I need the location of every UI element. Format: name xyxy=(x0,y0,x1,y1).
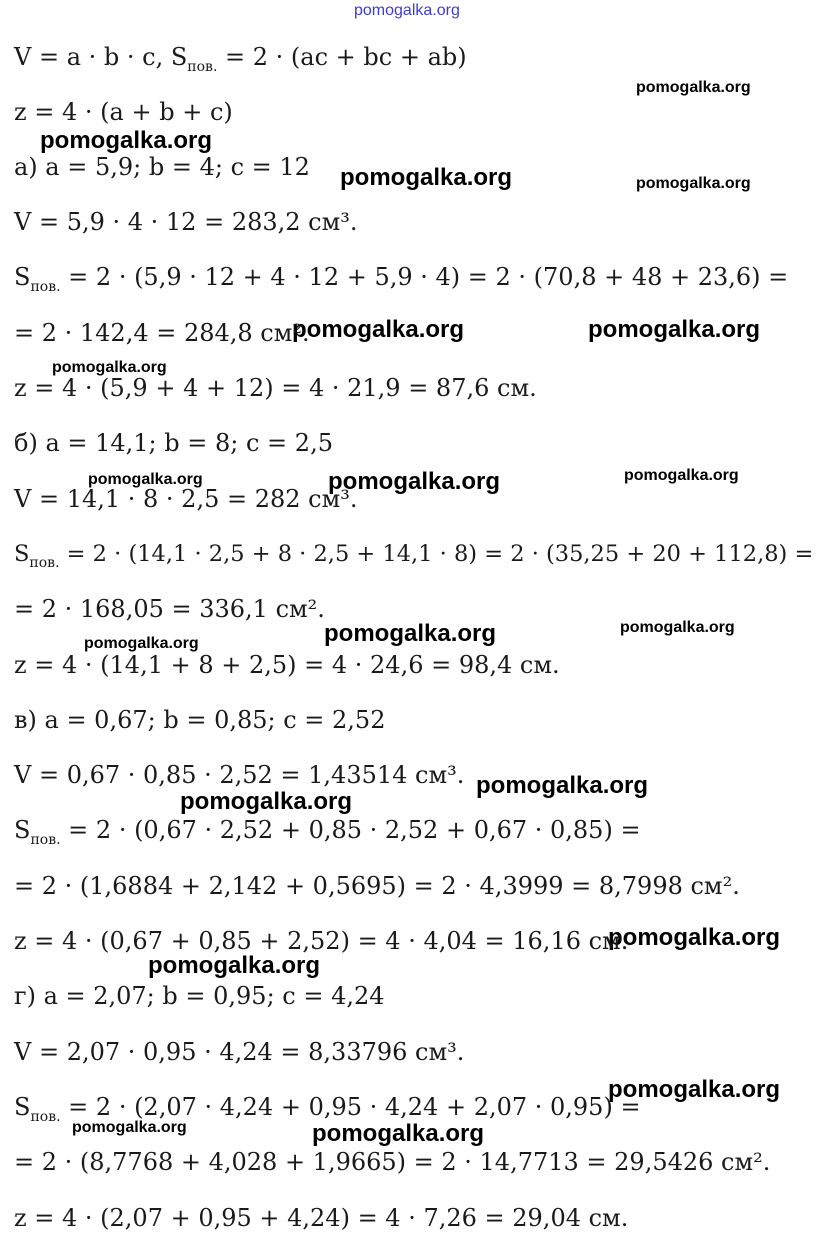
part-d-volume: V = 2,07 · 0,95 · 4,24 = 8,33796 см³. xyxy=(14,1038,465,1066)
formula-surface: = 2 · (ac + bc + ab) xyxy=(217,43,467,71)
surface-subscript: пов. xyxy=(187,59,218,75)
part-d-given: г) a = 2,07; b = 0,95; c = 4,24 xyxy=(14,982,385,1010)
watermark: pomogalka.org xyxy=(476,772,649,799)
watermark: pomogalka.org xyxy=(88,471,203,488)
watermark: pomogalka.org xyxy=(340,164,513,191)
surface-label: S xyxy=(14,816,31,844)
watermark: pomogalka.org xyxy=(608,924,781,951)
watermark: pomogalka.org xyxy=(636,175,751,192)
watermark: pomogalka.org xyxy=(608,1076,781,1103)
part-b-given: б) a = 14,1; b = 8; c = 2,5 xyxy=(14,429,333,457)
surface-subscript: пов. xyxy=(30,1109,61,1125)
part-c-edges: z = 4 · (0,67 + 0,85 + 2,52) = 4 · 4,04 = 16,16 см. xyxy=(14,927,629,955)
part-b-surface-1 xyxy=(14,539,813,578)
watermark: pomogalka.org xyxy=(292,316,465,343)
watermark: pomogalka.org xyxy=(52,359,167,376)
surface-label: S xyxy=(14,541,30,567)
watermark: pomogalka.org xyxy=(620,619,735,636)
watermark: pomogalka.org xyxy=(84,635,199,652)
part-c-volume: V = 0,67 · 0,85 · 2,52 = 1,43514 см³. xyxy=(14,761,465,789)
part-a-volume: V = 5,9 · 4 · 12 = 283,2 см³. xyxy=(14,208,358,236)
formula-edges: z = 4 · (a + b + c) xyxy=(14,98,233,126)
surface-expression: = 2 · (0,67 · 2,52 + 0,85 · 2,52 + 0,67 · 0,85) = xyxy=(60,816,641,844)
surface-expression: = 2 · (5,9 · 12 + 4 · 12 + 5,9 · 4) = 2 · (70,8 + 48 + 23,6) = xyxy=(60,263,789,291)
watermark: pomogalka.org xyxy=(148,952,321,979)
part-a-given: а) a = 5,9; b = 4; c = 12 xyxy=(14,153,310,181)
watermark: pomogalka.org xyxy=(636,79,751,96)
part-b-edges: z = 4 · (14,1 + 8 + 2,5) = 4 · 24,6 = 98,4 см. xyxy=(14,651,560,679)
surface-expression: = 2 · (2,07 · 4,24 + 0,95 · 4,24 + 2,07 · 0,95) = xyxy=(60,1093,641,1121)
part-d-surface-1 xyxy=(14,1092,641,1132)
watermark: pomogalka.org xyxy=(624,467,739,484)
part-a-surface-2: = 2 · 142,4 = 284,8 см². xyxy=(14,319,310,347)
surface-label: S xyxy=(14,1093,31,1121)
part-d-surface-2: = 2 · (8,7768 + 4,028 + 1,9665) = 2 · 14,7713 = 29,5426 см². xyxy=(14,1148,771,1176)
formula-volume-surface xyxy=(14,42,467,82)
surface-subscript: пов. xyxy=(30,832,61,848)
formula-volume: V = a · b · c, S xyxy=(14,43,188,71)
surface-label: S xyxy=(14,263,31,291)
surface-subscript: пов. xyxy=(30,279,61,295)
part-c-surface-1 xyxy=(14,815,641,855)
watermark: pomogalka.org xyxy=(72,1119,187,1136)
part-a-edges: z = 4 · (5,9 + 4 + 12) = 4 · 21,9 = 87,6 см. xyxy=(14,374,537,402)
surface-subscript: пов. xyxy=(29,555,60,571)
part-b-volume: V = 14,1 · 8 · 2,5 = 282 см³. xyxy=(14,485,358,513)
part-c-given: в) a = 0,67; b = 0,85; c = 2,52 xyxy=(14,706,386,734)
part-a-surface-1 xyxy=(14,262,788,302)
part-c-surface-2: = 2 · (1,6884 + 2,142 + 0,5695) = 2 · 4,3999 = 8,7998 см². xyxy=(14,872,740,900)
watermark: pomogalka.org xyxy=(328,468,501,495)
part-d-edges: z = 4 · (2,07 + 0,95 + 4,24) = 4 · 7,26 = 29,04 см. xyxy=(14,1204,629,1232)
watermark: pomogalka.org xyxy=(324,620,497,647)
watermark: pomogalka.org xyxy=(180,788,353,815)
watermark: pomogalka.org xyxy=(588,316,761,343)
part-b-surface-2: = 2 · 168,05 = 336,1 см². xyxy=(14,595,325,623)
watermark-top[interactable]: pomogalka.org xyxy=(354,2,460,19)
watermark: pomogalka.org xyxy=(312,1120,485,1147)
watermark: pomogalka.org xyxy=(40,127,213,154)
surface-expression: = 2 · (14,1 · 2,5 + 8 · 2,5 + 14,1 · 8) = 2 · (35,25 + 20 + 112,8) = xyxy=(59,541,814,567)
